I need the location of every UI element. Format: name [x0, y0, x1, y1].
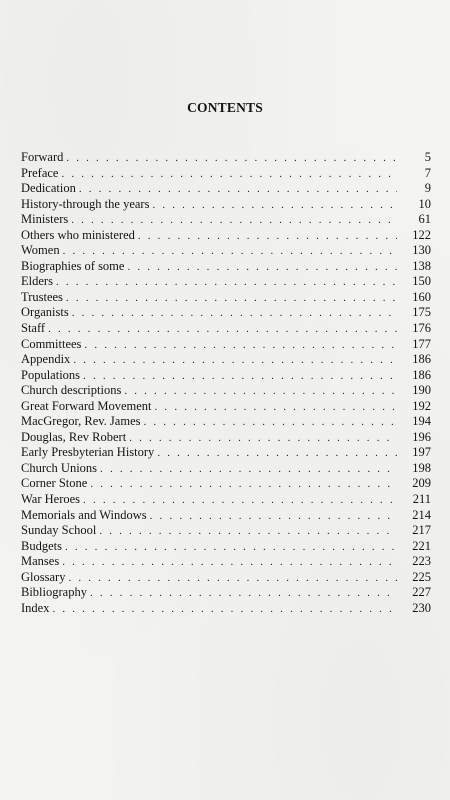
- toc-entry-page-number: 190: [412, 383, 431, 398]
- dot-leader: [72, 306, 397, 322]
- toc-entry-label: Populations: [21, 367, 81, 382]
- dot-leader: [66, 151, 397, 167]
- toc-entry-label: War Heroes: [21, 492, 81, 507]
- toc-entry: [21, 508, 431, 524]
- toc-entry: [21, 197, 431, 213]
- toc-entry-page-number: 186: [412, 367, 431, 382]
- toc-entry-page-number: 211: [412, 492, 431, 507]
- toc-entry: [21, 352, 431, 368]
- dot-leader: [68, 571, 397, 587]
- toc-entry: [21, 305, 431, 321]
- toc-entry-page-number: 138: [412, 258, 431, 273]
- toc-entry-label: MacGregor, Rev. James: [21, 414, 141, 429]
- toc-entry-label: Budgets: [21, 538, 62, 553]
- toc-entry: [21, 554, 431, 570]
- toc-entry-label: Corner Stone: [21, 476, 88, 491]
- toc-entry-label: Dedication: [21, 181, 76, 196]
- toc-entry-label: History-through the years: [21, 196, 150, 211]
- toc-entry: [21, 476, 431, 492]
- toc-entry-label: Ministers: [21, 212, 69, 227]
- toc-entry: [21, 399, 431, 415]
- dot-leader: [127, 260, 397, 276]
- page-title: CONTENTS: [187, 100, 263, 115]
- toc-entry-label: Preface: [21, 165, 59, 180]
- toc-entry-page-number: 61: [418, 212, 431, 227]
- dot-leader: [150, 509, 397, 525]
- toc-entry-page-number: 122: [412, 227, 431, 242]
- toc-entry-page-number: 9: [424, 181, 431, 196]
- toc-entry: [21, 243, 431, 259]
- toc-entry-label: Sunday School: [21, 523, 97, 538]
- toc-entry: [21, 445, 431, 461]
- toc-entry: [21, 259, 431, 275]
- dot-leader: [138, 229, 397, 245]
- toc-entry: [21, 150, 431, 166]
- toc-entry: [21, 570, 431, 586]
- dot-leader: [65, 540, 397, 556]
- toc-entry-page-number: 198: [412, 460, 431, 475]
- toc-entry-label: Trustees: [21, 289, 63, 304]
- toc-entry: [21, 321, 431, 337]
- toc-entry-page-number: 214: [412, 507, 431, 522]
- toc-entry-label: Staff: [21, 321, 46, 336]
- toc-entry: [21, 414, 431, 430]
- toc-entry-page-number: 221: [412, 538, 431, 553]
- dot-leader: [155, 400, 397, 416]
- dot-leader: [100, 462, 397, 478]
- dot-leader: [66, 291, 397, 307]
- dot-leader: [157, 446, 397, 462]
- toc-entry: [21, 383, 431, 399]
- toc-entry-page-number: 197: [412, 445, 431, 460]
- dot-leader: [63, 244, 397, 260]
- toc-entry-page-number: 160: [412, 289, 431, 304]
- toc-entry-label: Elders: [21, 274, 53, 289]
- dot-leader: [73, 353, 397, 369]
- dot-leader: [62, 555, 397, 571]
- toc-entry-page-number: 5: [424, 150, 431, 164]
- toc-entry: [21, 166, 431, 182]
- dot-leader: [143, 415, 397, 431]
- toc-entry-label: Women: [21, 243, 60, 258]
- dot-leader: [90, 586, 397, 602]
- dot-leader: [90, 477, 397, 493]
- toc-entry-page-number: 227: [412, 585, 431, 600]
- toc-entry-page-number: 177: [412, 336, 431, 351]
- toc-entry-label: Church descriptions: [21, 383, 122, 398]
- toc-entry-label: Douglas, Rev Robert: [21, 429, 127, 444]
- toc-entry: [21, 523, 431, 539]
- toc-entry: [21, 461, 431, 477]
- dot-leader: [152, 198, 397, 214]
- toc-entry: [21, 290, 431, 306]
- toc-entry-label: Organists: [21, 305, 69, 320]
- toc-entry-page-number: 176: [412, 321, 431, 336]
- toc-entry-page-number: 150: [412, 274, 431, 289]
- toc-entry-label: Appendix: [21, 352, 71, 367]
- dot-leader: [61, 167, 397, 183]
- dot-leader: [56, 275, 397, 291]
- toc-entry: [21, 274, 431, 290]
- toc-entry-page-number: 175: [412, 305, 431, 320]
- toc-entry-page-number: 194: [412, 414, 431, 429]
- dot-leader: [71, 213, 397, 229]
- toc-entry: [21, 337, 431, 353]
- toc-entry: [21, 228, 431, 244]
- dot-leader: [99, 524, 397, 540]
- toc-entry-label: Manses: [21, 554, 60, 569]
- toc-entry: [21, 539, 431, 555]
- toc-entry-page-number: 223: [412, 554, 431, 569]
- toc-entry-label: Committees: [21, 336, 82, 351]
- toc-entry-label: Glossary: [21, 569, 66, 584]
- toc-entry-label: Great Forward Movement: [21, 398, 152, 413]
- toc-entry-page-number: 225: [412, 569, 431, 584]
- toc-entry: [21, 585, 431, 601]
- toc-entry: [21, 212, 431, 228]
- dot-leader: [52, 602, 397, 618]
- dot-leader: [124, 384, 397, 400]
- table-of-contents: [21, 150, 431, 616]
- toc-entry-label: Church Unions: [21, 460, 98, 475]
- dot-leader: [79, 182, 397, 198]
- toc-entry-label: Memorials and Windows: [21, 507, 147, 522]
- toc-entry-page-number: 7: [424, 165, 431, 180]
- dot-leader: [83, 493, 397, 509]
- toc-entry-page-number: 217: [412, 523, 431, 538]
- toc-entry-page-number: 10: [418, 196, 431, 211]
- toc-entry-page-number: 192: [412, 398, 431, 413]
- toc-entry-label: Index: [21, 600, 50, 615]
- dot-leader: [129, 431, 397, 447]
- toc-entry: [21, 368, 431, 384]
- toc-entry-label: Forward: [21, 150, 64, 164]
- toc-entry: [21, 430, 431, 446]
- toc-entry-label: Bibliography: [21, 585, 87, 600]
- toc-entry-label: Biographies of some: [21, 258, 125, 273]
- toc-entry-label: Others who ministered: [21, 227, 135, 242]
- toc-entry-page-number: 186: [412, 352, 431, 367]
- dot-leader: [48, 322, 397, 338]
- toc-entry-page-number: 130: [412, 243, 431, 258]
- toc-entry: [21, 492, 431, 508]
- dot-leader: [84, 338, 397, 354]
- dot-leader: [83, 369, 397, 385]
- toc-entry: [21, 601, 431, 617]
- toc-entry: [21, 181, 431, 197]
- toc-entry-page-number: 230: [412, 600, 431, 615]
- toc-entry-page-number: 209: [412, 476, 431, 491]
- toc-entry-label: Early Presbyterian History: [21, 445, 155, 460]
- toc-entry-page-number: 196: [412, 429, 431, 444]
